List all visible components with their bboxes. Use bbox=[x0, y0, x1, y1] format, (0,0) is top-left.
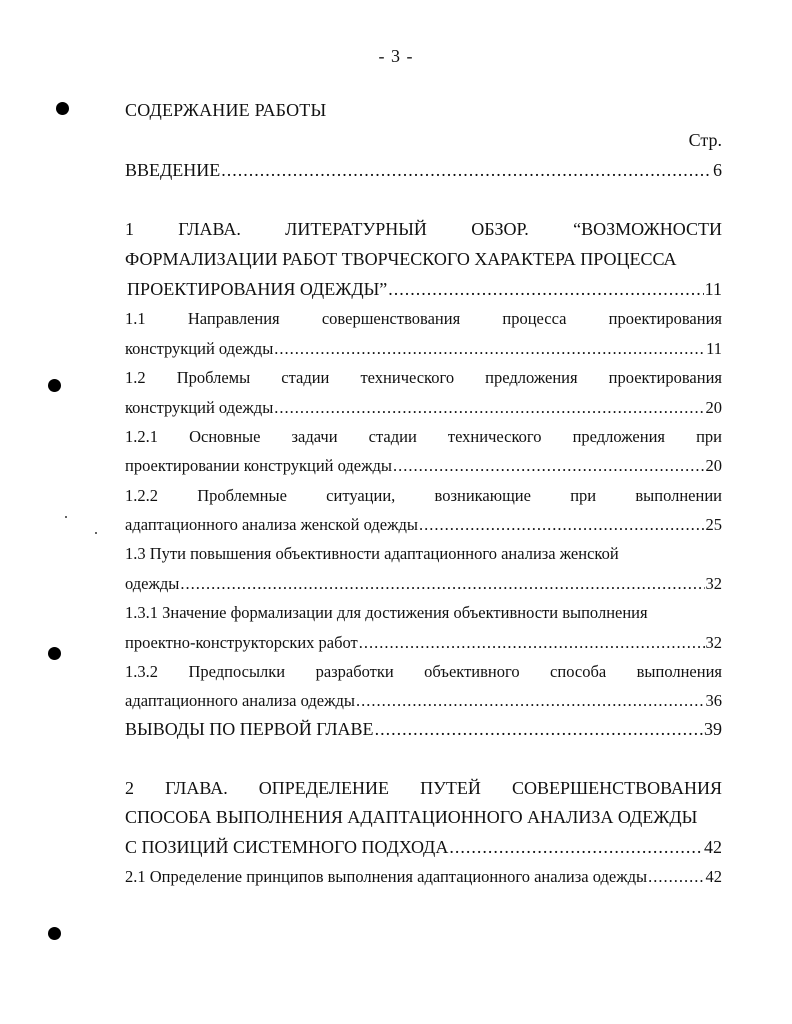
toc-entry-title: 2.1 Определение принципов выполнения адаптационного анализа одежды bbox=[125, 867, 648, 886]
page-number: - 3 - bbox=[378, 46, 414, 66]
toc-section-1-3-1-line1: 1.3.1 Значение формализации для достижения объективности выполнения bbox=[125, 603, 648, 622]
toc-entry-page: 39 bbox=[704, 719, 722, 739]
toc-entry-1-2-1 bbox=[125, 455, 722, 477]
punch-hole-1 bbox=[56, 102, 69, 115]
toc-entry-page: 42 bbox=[704, 837, 722, 857]
toc-entry-page: 32 bbox=[705, 633, 722, 652]
toc-entry-page: 25 bbox=[705, 515, 722, 534]
toc-entry-chapter1 bbox=[127, 278, 722, 300]
dot-leader bbox=[221, 159, 712, 181]
dot-leader bbox=[388, 278, 703, 300]
dot-leader bbox=[648, 866, 704, 888]
toc-entry-title: С ПОЗИЦИЙ СИСТЕМНОГО ПОДХОДА bbox=[125, 837, 449, 857]
toc-entry-page: 11 bbox=[706, 339, 722, 358]
toc-entry-title: ПРОЕКТИРОВАНИЯ ОДЕЖДЫ” bbox=[127, 279, 388, 299]
dot-leader bbox=[356, 690, 705, 712]
toc-entry-1-2-2 bbox=[125, 514, 722, 536]
toc-chapter1-line1: 1 ГЛАВА. ЛИТЕРАТУРНЫЙ ОБЗОР. “ВОЗМОЖНОСТИ bbox=[125, 219, 722, 239]
toc-entry-2-1 bbox=[125, 866, 722, 888]
toc-entry-page: 6 bbox=[713, 160, 722, 180]
toc-entry-1-2 bbox=[125, 397, 722, 419]
toc-chapter2-line2: СПОСОБА ВЫПОЛНЕНИЯ АДАПТАЦИОННОГО АНАЛИЗА ОДЕЖДЫ bbox=[125, 807, 698, 827]
toc-entry-page: 20 bbox=[705, 456, 722, 475]
toc-section-1-2-1-line1: 1.2.1 Основные задачи стадии технического предложения при bbox=[125, 427, 722, 446]
dot-leader bbox=[393, 455, 705, 477]
toc-entry-page: 11 bbox=[704, 279, 722, 299]
punch-hole-4 bbox=[48, 927, 61, 940]
toc-entry-page: 20 bbox=[705, 398, 722, 417]
toc-chapter1-line2: ФОРМАЛИЗАЦИИ РАБОТ ТВОРЧЕСКОГО ХАРАКТЕРА ПРОЦЕССА bbox=[125, 249, 677, 269]
toc-entry-title: адаптационного анализа женской одежды bbox=[125, 515, 419, 534]
page-column-label: Стр. bbox=[688, 130, 722, 150]
dot-leader bbox=[359, 632, 705, 654]
toc-entry-intro bbox=[125, 159, 722, 181]
dot-leader bbox=[274, 397, 704, 419]
toc-entry-page: 36 bbox=[705, 691, 722, 710]
toc-entry-1-3-1 bbox=[125, 632, 722, 654]
toc-section-1-2-line1: 1.2 Проблемы стадии технического предложения проектирования bbox=[125, 368, 722, 387]
scan-speck bbox=[65, 516, 67, 518]
scan-speck bbox=[95, 532, 97, 534]
toc-entry-1-1 bbox=[125, 338, 722, 360]
toc-entry-chapter1-conclusions bbox=[125, 718, 722, 740]
toc-section-1-2-2-line1: 1.2.2 Проблемные ситуации, возникающие при выполнении bbox=[125, 486, 722, 505]
toc-entry-title: ВЫВОДЫ ПО ПЕРВОЙ ГЛАВЕ bbox=[125, 719, 374, 739]
toc-section-1-1-line1: 1.1 Направления совершенствования процесса проектирования bbox=[125, 309, 722, 328]
dot-leader bbox=[180, 573, 704, 595]
toc-entry-1-3-2 bbox=[125, 690, 722, 712]
toc-entry-page: 32 bbox=[705, 574, 722, 593]
toc-section-1-3-2-line1: 1.3.2 Предпосылки разработки объективного способа выполнения bbox=[125, 662, 722, 681]
toc-heading: СОДЕРЖАНИЕ РАБОТЫ bbox=[125, 100, 327, 120]
dot-leader bbox=[419, 514, 704, 536]
dot-leader bbox=[375, 718, 703, 740]
toc-entry-title: проектировании конструкций одежды bbox=[125, 456, 392, 475]
punch-hole-3 bbox=[48, 647, 61, 660]
toc-entry-title: проектно-конструкторских работ bbox=[125, 633, 358, 652]
toc-entry-title: конструкций одежды bbox=[125, 339, 274, 358]
toc-chapter2-line1: 2 ГЛАВА. ОПРЕДЕЛЕНИЕ ПУТЕЙ СОВЕРШЕНСТВОВАНИЯ bbox=[125, 778, 722, 798]
toc-section-1-3-line1: 1.3 Пути повышения объективности адаптационного анализа женской bbox=[125, 544, 619, 563]
punch-hole-2 bbox=[48, 379, 61, 392]
toc-entry-chapter2 bbox=[125, 836, 722, 858]
dot-leader bbox=[449, 836, 703, 858]
toc-entry-title: ВВЕДЕНИЕ bbox=[125, 160, 221, 180]
toc-entry-1-3 bbox=[125, 573, 722, 595]
dot-leader bbox=[274, 338, 705, 360]
toc-entry-page: 42 bbox=[705, 867, 722, 886]
toc-entry-title: адаптационного анализа одежды bbox=[125, 691, 355, 710]
toc-entry-title: конструкций одежды bbox=[125, 398, 274, 417]
toc-entry-title: одежды bbox=[125, 574, 180, 593]
